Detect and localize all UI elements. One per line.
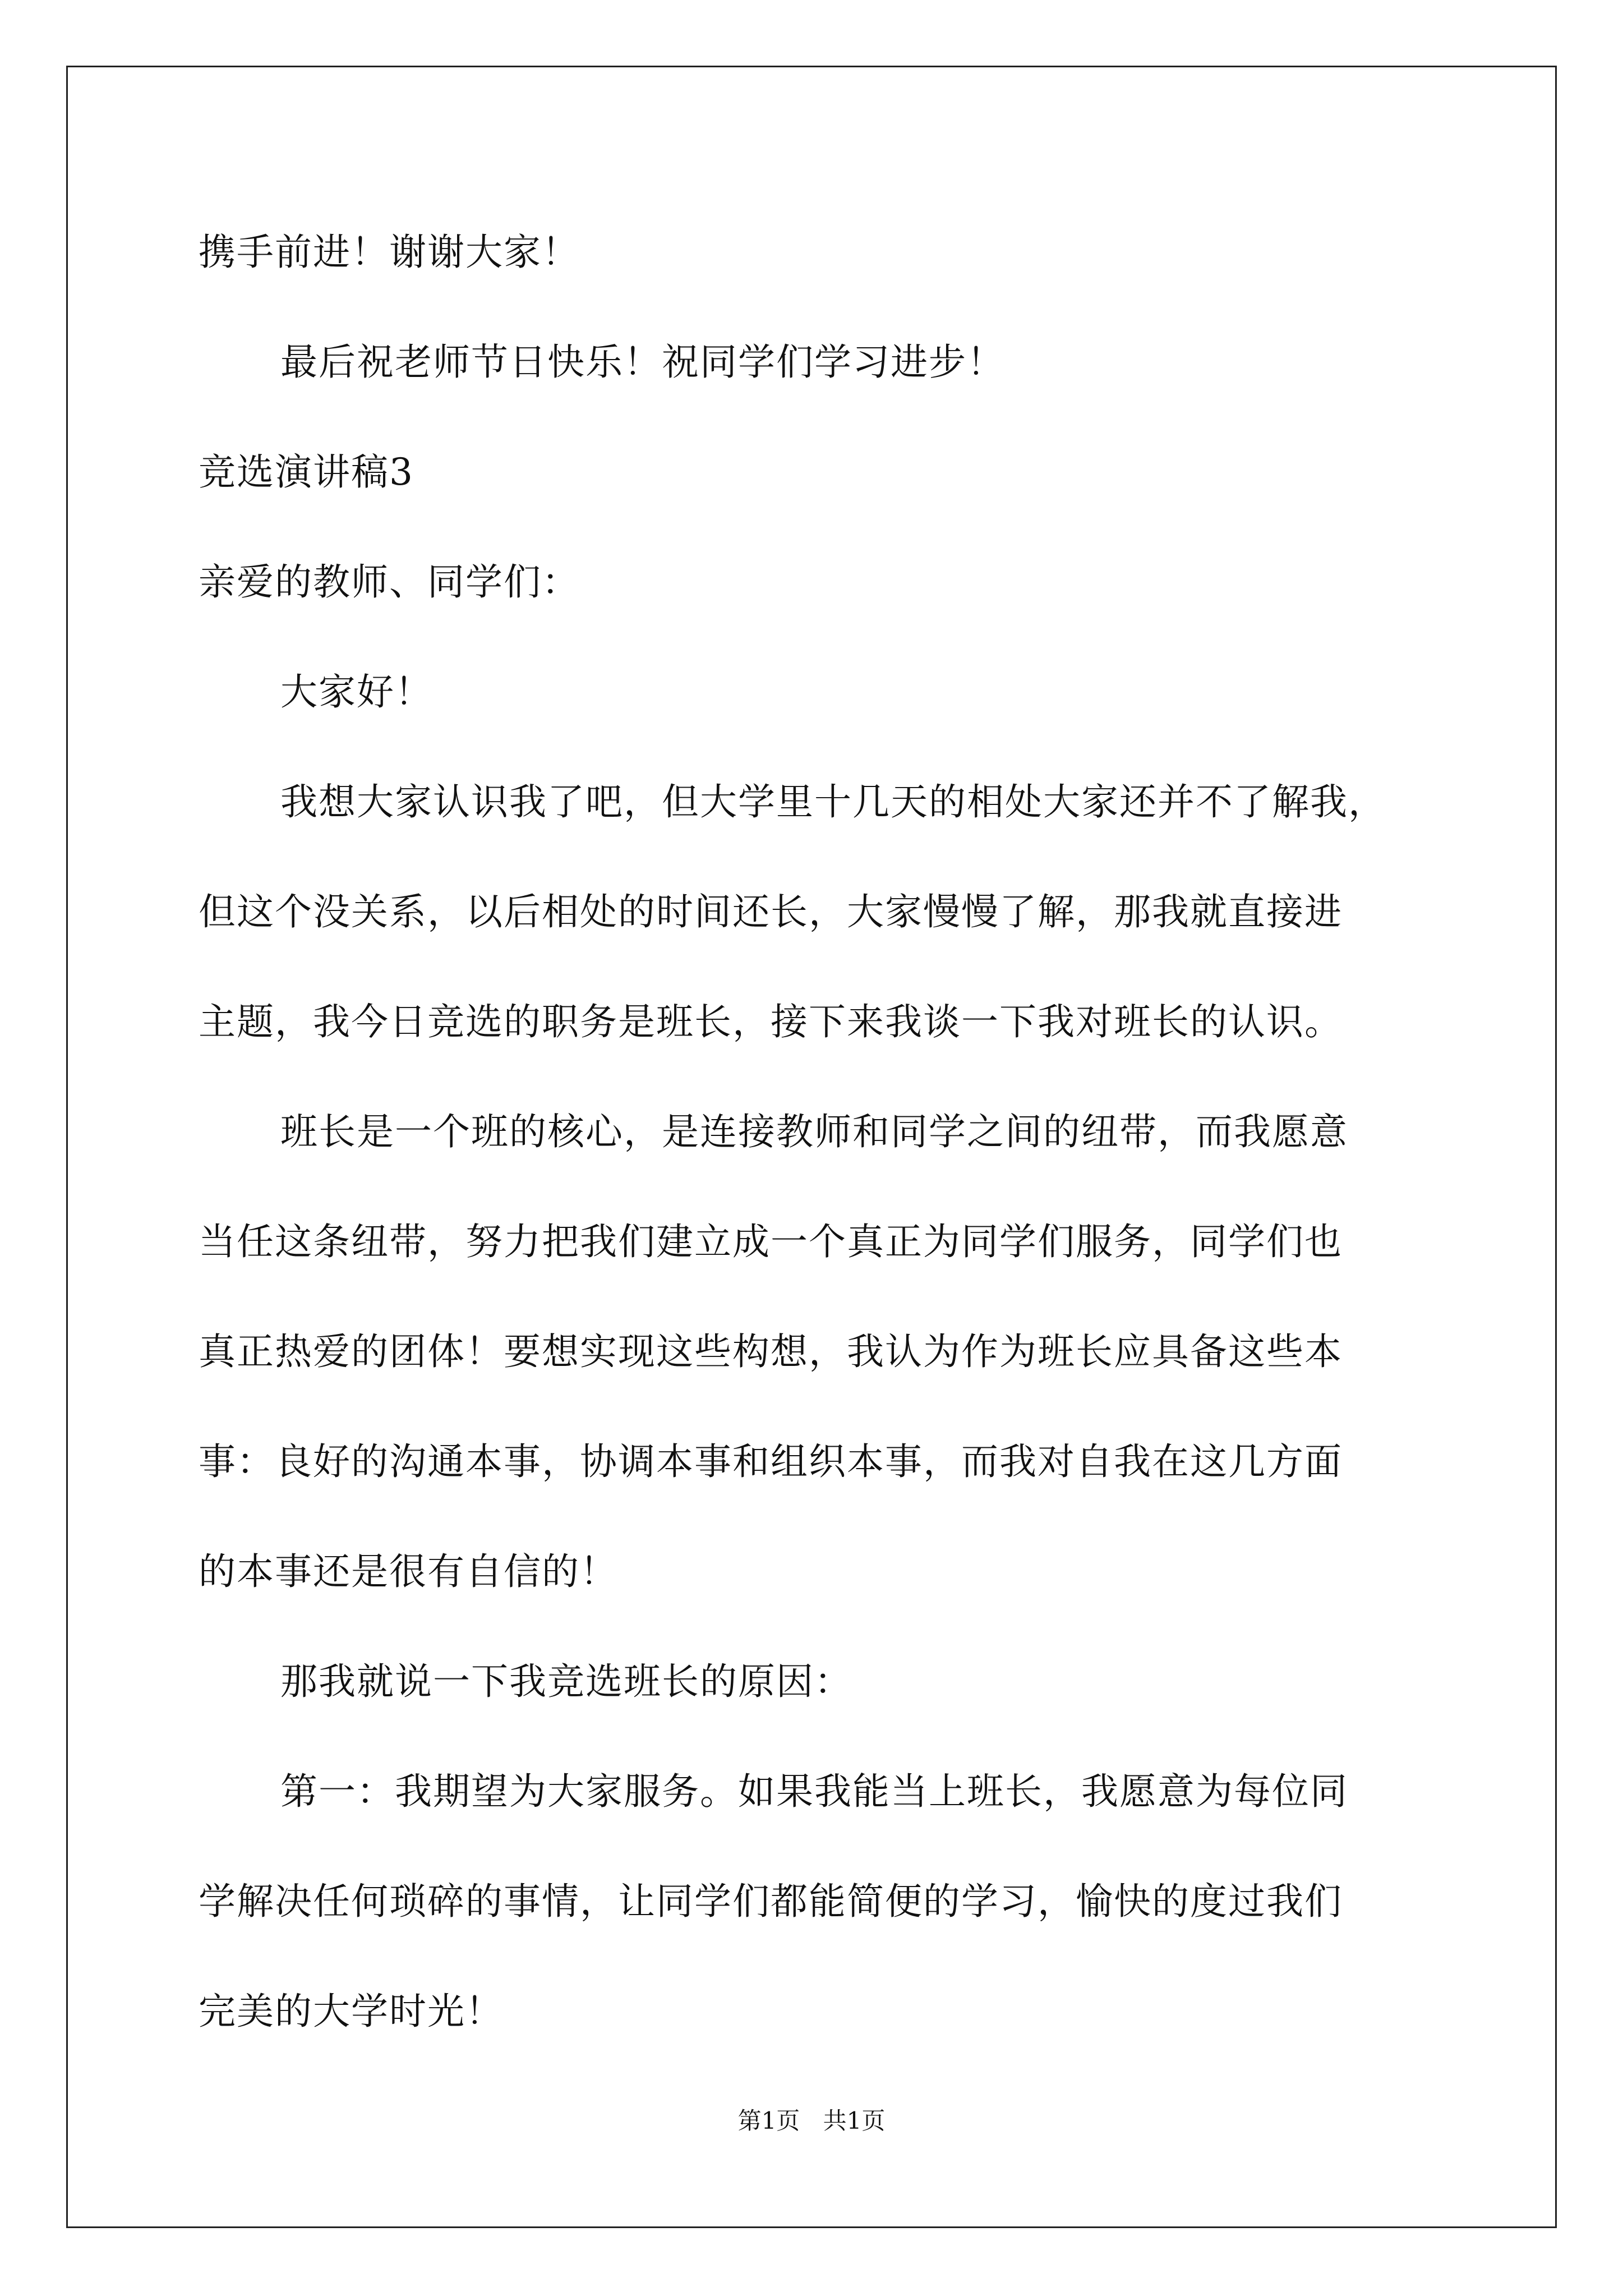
text-line: 当任这条纽带，努力把我们建立成一个真正为同学们服务，同学们也: [199, 1220, 1343, 1263]
text-line: 我想大家认识我了吧，但大学里十几天的相处大家还并不了解我，: [280, 780, 1386, 823]
text-line: 事：良好的沟通本事，协调本事和组织本事，而我对自我在这几方面: [199, 1440, 1343, 1483]
text-line: 班长是一个班的核心，是连接教师和同学之间的纽带，而我愿意: [280, 1110, 1348, 1153]
text-line: 但这个没关系，以后相处的时间还长，大家慢慢了解，那我就直接进: [199, 890, 1343, 933]
text-line: 真正热爱的团体！要想实现这些构想，我认为作为班长应具备这些本: [199, 1330, 1343, 1373]
page-number: 第1页: [737, 2107, 800, 2134]
text-line: 第一：我期望为大家服务。如果我能当上班长，我愿意为每位同: [280, 1770, 1348, 1813]
page-footer: [0, 2102, 1623, 2136]
text-line: 最后祝老师节日快乐！祝同学们学习进步！: [280, 341, 1005, 384]
text-line: 竞选演讲稿3: [199, 450, 414, 494]
text-line: 大家好！: [280, 670, 433, 714]
text-line: 亲爱的教师、同学们：: [199, 560, 580, 604]
text-line: 的本事还是很有自信的！: [199, 1550, 618, 1593]
text-line: 学解决任何琐碎的事情，让同学们都能简便的学习，愉快的度过我们: [199, 1880, 1343, 1923]
text-line: 主题，我今日竞选的职务是班长，接下来我谈一下我对班长的认识。: [199, 1000, 1343, 1043]
page-total: 共1页: [823, 2107, 886, 2134]
text-line: 完美的大学时光！: [199, 1990, 504, 2033]
text-line: 那我就说一下我竞选班长的原因：: [280, 1660, 852, 1703]
text-line: 携手前进！谢谢大家！: [199, 231, 580, 274]
document-body: [199, 219, 1500, 2088]
